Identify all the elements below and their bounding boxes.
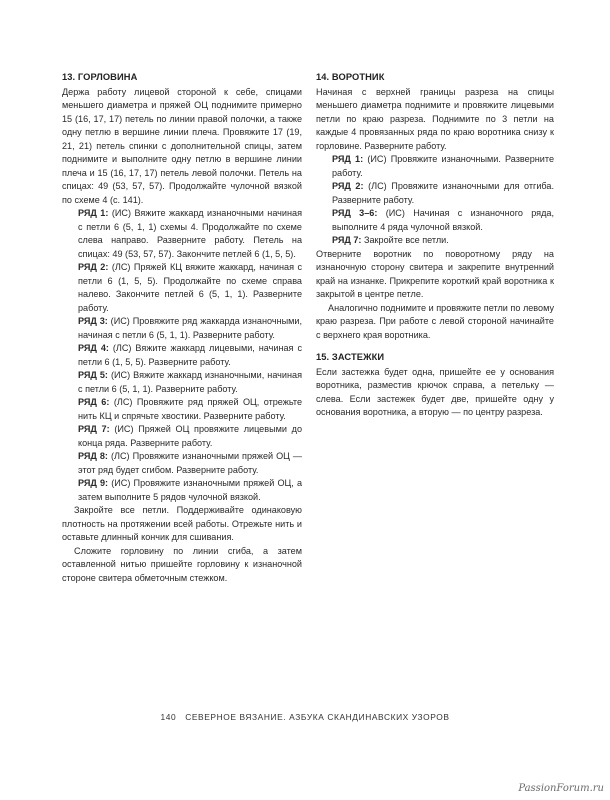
close-paragraph: Закройте все петли. Поддерживайте одинаковую плотность на протяжении всей работы. Отрежьте нить и оставьте длинный кончик для сшивания. (62, 505, 302, 542)
row-text: (ИС) Вяжите жаккард изнаночными начиная с петли 6 (5, 1, 1) схемы 4. Продолжайте по схеме слева направо. Разверните работу. Петель на спицах: 49 (53, 57, 57). Закончите петлей 6 (1, 5, 5). (78, 208, 302, 259)
page-footer (0, 712, 610, 722)
watermark: PassionForum.ru (518, 783, 604, 794)
row-text: (ЛС) Пряжей КЦ вяжите жаккард, начиная с петли 6 (1, 5, 5). Продолжайте по схеме справа налево. Закончите петлей 6 (5, 1, 1). Разверните работу. (78, 262, 302, 313)
page-number: 140 (160, 712, 177, 722)
row-label: РЯД 6: (78, 397, 110, 407)
row-label: РЯД 5: (78, 370, 108, 380)
row-label: РЯД 1: (332, 154, 364, 164)
row-label: РЯД 9: (78, 478, 109, 488)
row-label: РЯД 2: (78, 262, 109, 272)
row-instruction (316, 153, 554, 180)
row-instruction (62, 342, 302, 369)
row-text: (ИС) Начиная с изнаночного ряда, выполните 4 ряда чулочной вязкой. (332, 208, 554, 232)
row-text: Закройте все петли. (361, 235, 449, 245)
row-label: РЯД 8: (78, 451, 108, 461)
row-text: (ЛС) Вяжите жаккард лицевыми, начиная с петли 6 (1, 5, 5). Разверните работу. (78, 343, 302, 367)
row-instruction (316, 234, 554, 248)
section-14-title: 14. ВОРОТНИК (316, 72, 385, 82)
section-13-title: 13. ГОРЛОВИНА (62, 72, 138, 82)
row-instruction (62, 261, 302, 315)
section-gap (316, 342, 554, 351)
similar-paragraph: Аналогично поднимите и провяжите петли по левому краю разреза. При работе с левой стороной начинайте с верхнего края воротника. (316, 302, 554, 340)
row-text: (ИС) Провяжите изнаночными. Разверните работу. (332, 154, 554, 178)
section-14-intro: Начиная с верхней границы разреза на спицы меньшего диаметра поднимите и провяжите лицевыми петли по краю разреза. Поднимите по 3 петли на каждые 4 провязанных ряда по краю воротника снизу к горловине. Разверните работу. (316, 86, 554, 151)
row-instruction (316, 180, 554, 207)
left-column (62, 71, 302, 585)
book-title: СЕВЕРНОЕ ВЯЗАНИЕ. АЗБУКА СКАНДИНАВСКИХ УЗОРОВ (185, 712, 450, 722)
clasps-paragraph: Если застежка будет одна, пришейте ее у основания воротника, разместив крючок справа, а петельку — слева. Если застежек будет две, пришейте одну у основания воротника, а вторую — по центру разреза. (316, 366, 554, 417)
row-instruction (316, 207, 554, 234)
row-label: РЯД 7: (332, 235, 362, 245)
row-text: (ЛС) Провяжите ряд пряжей ОЦ, отрежьте нить КЦ и спрячьте хвостики. Разверните работу. (78, 397, 302, 421)
right-column (316, 71, 554, 420)
row-instruction (62, 423, 302, 450)
row-instruction (62, 450, 302, 477)
row-label: РЯД 2: (332, 181, 364, 191)
row-label: РЯД 7: (78, 424, 110, 434)
row-label: РЯД 4: (78, 343, 109, 353)
row-text: (ИС) Провяжите ряд жаккарда изнаночными, начиная с петли 6 (5, 1, 1). Разверните работу. (78, 316, 303, 340)
row-label: РЯД 3–6: (332, 208, 378, 218)
turn-paragraph: Отверните воротник по поворотному ряду на изнаночную сторону свитера и закрепите внутренний край на изнанке. Прикрепите короткий край воротника к закрытой в центре петле. (316, 248, 554, 299)
row-label: РЯД 1: (78, 208, 109, 218)
row-instruction (62, 477, 302, 504)
row-instruction (62, 396, 302, 423)
row-instruction (62, 369, 302, 396)
row-instruction (62, 207, 302, 261)
row-text: (ИС) Провяжите изнаночными пряжей ОЦ, а затем выполните 5 рядов чулочной вязкой. (78, 478, 302, 502)
row-label: РЯД 3: (78, 316, 108, 326)
section-15-title: 15. ЗАСТЕЖКИ (316, 352, 385, 362)
row-text: (ЛС) Провяжите изнаночными для отгиба. Разверните работу. (332, 181, 555, 205)
row-text: (ЛС) Провяжите изнаночными пряжей ОЦ — этот ряд будет сгибом. Разверните работу. (78, 451, 303, 475)
row-text: (ИС) Вяжите жаккард изнаночными, начиная с петли 6 (5, 1, 1). Разверните работу. (78, 370, 302, 394)
section-13-intro: Держа работу лицевой стороной к себе, спицами меньшего диаметра и пряжей ОЦ поднимите примерно 15 (16, 17, 17) петель по линии правой полочки, а также одну петлю в вершине линии плеча. Провяжите 17 (19, 21, 21) петель спинки с дополнительной спицы, затем поднимите и выполните одну петлю в вершине линии плеча и 15 (16, 17, 17) петель левой полочки. Петель на спицах: 49 (53, 57, 57). Продолжайте чулочной вязкой по схеме 4 (с. 141). (62, 86, 302, 205)
row-text: (ИС) Пряжей ОЦ провяжите лицевыми до конца ряда. Разверните работу. (78, 424, 303, 448)
row-instruction (62, 315, 302, 342)
fold-paragraph: Сложите горловину по линии сгиба, а затем оставленной нитью пришейте горловину к изнаночной стороне свитера обметочным стежком. (62, 545, 302, 583)
